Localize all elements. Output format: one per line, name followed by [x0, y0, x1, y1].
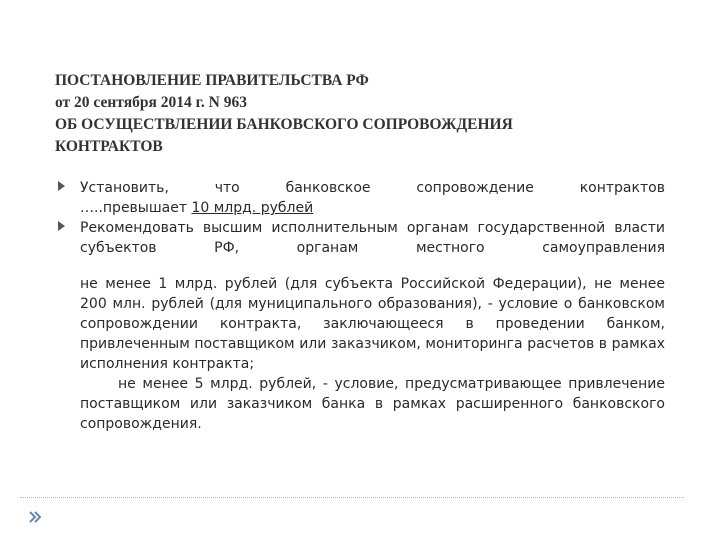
bullet-arrow-icon — [58, 181, 65, 191]
bullet-continuation-text: …..превышает — [80, 200, 192, 216]
bullet-arrow-icon — [58, 221, 65, 231]
bullet-word: Установить, — [80, 180, 169, 196]
bullet-item — [55, 178, 665, 218]
bullet-first-line — [80, 178, 665, 198]
title-line-4: КОНТРАКТОВ — [55, 138, 163, 155]
slide-body — [55, 178, 665, 434]
bullet-word: сопровождение — [416, 180, 534, 196]
underlined-amount: 10 млрд. рублей — [191, 200, 314, 216]
title-line-1: ПОСТАНОВЛЕНИЕ ПРАВИТЕЛЬСТВА РФ — [55, 72, 369, 89]
paragraph: не менее 5 млрд. рублей, - условие, предусматривающее привлечение поставщиком или заказчиком банка в рамках расширенного банковского сопровождения. — [80, 376, 665, 432]
title-line-2: от 20 сентября 2014 г. N 963 — [55, 94, 247, 111]
bullet-word: что — [214, 180, 240, 196]
paragraph: не менее 1 млрд. рублей (для субъекта Российской Федерации), не менее 200 млн. рублей (для муниципального образования), - условие о банковском сопровождении контракта, заключающееся в проведении банком, привлеченным поставщиком или заказчиком, мониторинга расчетов в рамках исполнения контракта; — [80, 276, 665, 372]
title-line-3: ОБ ОСУЩЕСТВЛЕНИИ БАНКОВСКОГО СОПРОВОЖДЕНИЯ — [55, 116, 513, 133]
bullet-continuation — [80, 198, 665, 218]
bullet-text: Рекомендовать высшим исполнительным органам государственной власти субъектов РФ, органам местного самоуправления — [80, 220, 665, 256]
slide-title — [55, 70, 675, 158]
bullet-word: банковское — [285, 180, 371, 196]
bullet-item — [55, 218, 665, 258]
footer-divider — [20, 497, 684, 498]
double-chevron-icon — [26, 508, 44, 526]
bullet-word: контрактов — [579, 180, 665, 196]
